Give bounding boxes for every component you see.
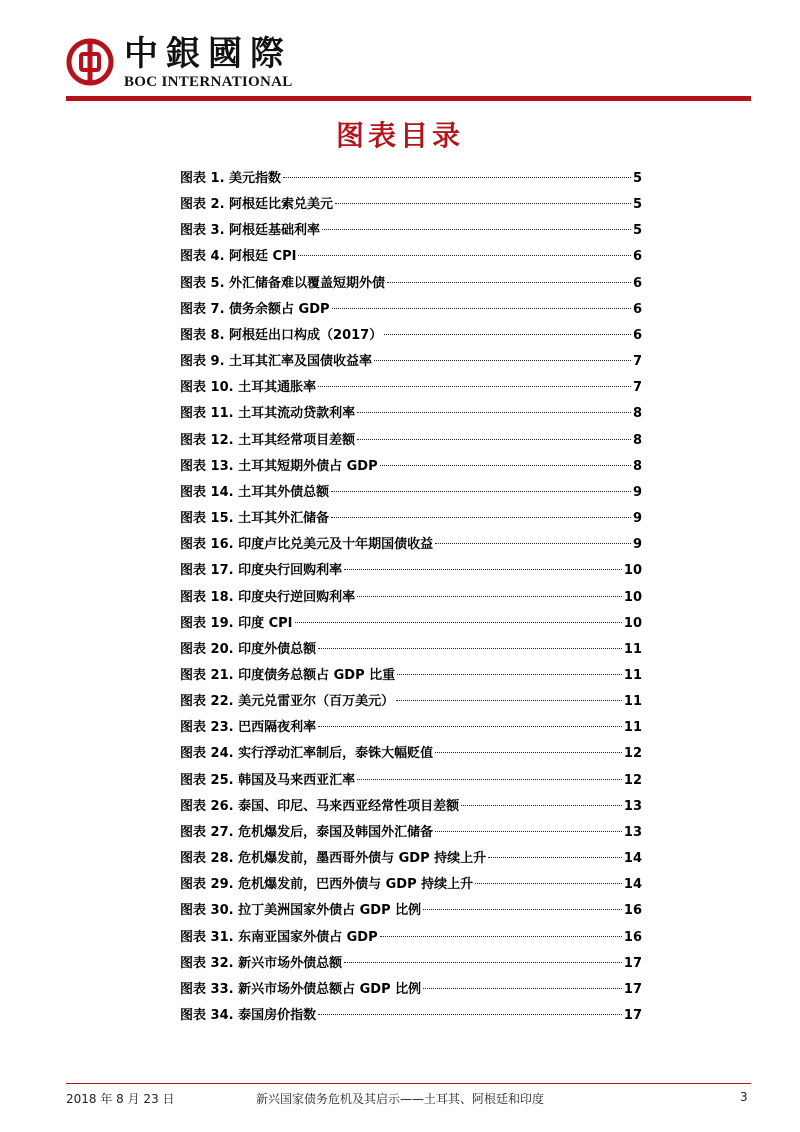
toc-entry-page: 6 bbox=[632, 249, 642, 265]
toc-entry[interactable] bbox=[180, 664, 642, 690]
dot-leader bbox=[357, 439, 631, 440]
toc-entry-label: 图表 19. 印度 CPI bbox=[180, 615, 293, 631]
toc-entry-page: 9 bbox=[632, 537, 642, 553]
toc-entry-label: 图表 2. 阿根廷比索兑美元 bbox=[180, 197, 334, 213]
toc-entry[interactable] bbox=[180, 690, 642, 716]
toc-entry[interactable] bbox=[180, 429, 642, 455]
toc-entry-page: 11 bbox=[623, 641, 642, 657]
toc-entry-page: 7 bbox=[632, 380, 642, 396]
toc-entry-page: 17 bbox=[623, 1008, 642, 1023]
dot-leader bbox=[380, 465, 631, 466]
toc-entry-label: 图表 7. 债务余额占 GDP bbox=[180, 301, 330, 317]
dot-leader bbox=[318, 726, 622, 727]
toc-entry[interactable] bbox=[180, 795, 642, 821]
footer-date: 2018 年 8 月 23 日 bbox=[66, 1092, 175, 1106]
toc-entry-page: 14 bbox=[623, 877, 642, 893]
toc-entry-label: 图表 4. 阿根廷 CPI bbox=[180, 249, 297, 265]
toc-entry-label: 图表 20. 印度外债总额 bbox=[180, 641, 317, 657]
dot-leader bbox=[357, 412, 631, 413]
toc-entry[interactable] bbox=[180, 559, 642, 585]
toc-entry-page: 9 bbox=[632, 511, 642, 527]
toc-entry-label: 图表 26. 泰国、印尼、马来西亚经常性项目差额 bbox=[180, 798, 460, 814]
dot-leader bbox=[435, 831, 622, 832]
dot-leader bbox=[318, 648, 622, 649]
toc-entry[interactable] bbox=[180, 978, 642, 1004]
toc-entry[interactable] bbox=[180, 873, 642, 899]
toc-entry-page: 10 bbox=[623, 615, 642, 631]
toc-entry-page: 11 bbox=[623, 720, 642, 736]
toc-entry-page: 7 bbox=[632, 354, 642, 370]
toc-entry-page: 10 bbox=[623, 589, 642, 605]
footer-report-title: 新兴国家债务危机及其启示——土耳其、阿根廷和印度 bbox=[255, 1092, 544, 1106]
toc-entry-page: 16 bbox=[623, 929, 642, 945]
toc-entry[interactable] bbox=[180, 298, 642, 324]
toc-entry-label: 图表 9. 土耳其汇率及国债收益率 bbox=[180, 354, 373, 370]
dot-leader bbox=[384, 334, 631, 335]
toc-entry-label: 图表 33. 新兴市场外债总额占 GDP 比例 bbox=[180, 981, 422, 997]
toc-entry-label: 图表 27. 危机爆发后，泰国及韩国外汇储备 bbox=[180, 824, 434, 840]
dot-leader bbox=[318, 386, 631, 387]
toc-entry-page: 8 bbox=[632, 432, 642, 448]
toc-entry-page: 11 bbox=[623, 694, 642, 710]
toc-entry[interactable] bbox=[180, 507, 642, 533]
toc-entry-label: 图表 16. 印度卢比兑美元及十年期国债收益 bbox=[180, 537, 434, 553]
toc-entry[interactable] bbox=[180, 402, 642, 428]
brand-name-en: BOC INTERNATIONAL bbox=[124, 74, 293, 90]
dot-leader bbox=[475, 883, 622, 884]
boc-logo-icon bbox=[66, 38, 114, 86]
toc-entry[interactable] bbox=[180, 167, 642, 193]
dot-leader bbox=[397, 674, 622, 675]
toc-entry[interactable] bbox=[180, 952, 642, 978]
toc-entry-page: 12 bbox=[623, 772, 642, 788]
dot-leader bbox=[357, 779, 622, 780]
toc-entry-label: 图表 11. 土耳其流动贷款利率 bbox=[180, 406, 356, 422]
toc-entry-label: 图表 28. 危机爆发前，墨西哥外债与 GDP 持续上升 bbox=[180, 851, 487, 867]
dot-leader bbox=[374, 360, 631, 361]
dot-leader bbox=[380, 936, 622, 937]
dot-leader bbox=[396, 700, 622, 701]
dot-leader bbox=[461, 805, 622, 806]
dot-leader bbox=[357, 596, 622, 597]
toc-entry-label: 图表 21. 印度债务总额占 GDP 比重 bbox=[180, 667, 396, 683]
dot-leader bbox=[387, 282, 631, 283]
footer-divider bbox=[66, 1083, 751, 1084]
toc-entry[interactable] bbox=[180, 324, 642, 350]
toc-entry-label: 图表 23. 巴西隔夜利率 bbox=[180, 720, 317, 736]
toc-entry-page: 11 bbox=[623, 667, 642, 683]
toc-entry-page: 6 bbox=[632, 301, 642, 317]
toc-entry-label: 图表 1. 美元指数 bbox=[180, 171, 282, 186]
toc-entry-label: 图表 3. 阿根廷基础利率 bbox=[180, 223, 321, 239]
dot-leader bbox=[332, 308, 631, 309]
toc-entry-page: 8 bbox=[632, 406, 642, 422]
toc-entry[interactable] bbox=[180, 193, 642, 219]
dot-leader bbox=[423, 988, 622, 989]
toc-entry-label: 图表 24. 实行浮动汇率制后，泰铢大幅贬值 bbox=[180, 746, 434, 762]
footer-page-number: 3 bbox=[740, 1090, 748, 1104]
brand-name-cn: 中銀國際 bbox=[124, 34, 292, 74]
toc-entry-page: 8 bbox=[632, 458, 642, 474]
dot-leader bbox=[331, 517, 631, 518]
toc-entry-label: 图表 18. 印度央行逆回购利率 bbox=[180, 589, 356, 605]
toc-entry-page: 12 bbox=[623, 746, 642, 762]
toc-entry-label: 图表 5. 外汇储备难以覆盖短期外债 bbox=[180, 275, 386, 291]
page-title: 图表目录 bbox=[335, 119, 464, 152]
dot-leader bbox=[435, 752, 622, 753]
toc-entry[interactable] bbox=[180, 455, 642, 481]
toc-entry[interactable] bbox=[180, 219, 642, 245]
toc-entry[interactable] bbox=[180, 638, 642, 664]
toc-entry[interactable] bbox=[180, 376, 642, 402]
toc-entry[interactable] bbox=[180, 899, 642, 925]
toc-entry-label: 图表 15. 土耳其外汇储备 bbox=[180, 511, 330, 527]
dot-leader bbox=[344, 569, 622, 570]
toc-entry-page: 6 bbox=[632, 275, 642, 291]
dot-leader bbox=[335, 203, 631, 204]
toc-entry[interactable] bbox=[180, 586, 642, 612]
toc-entry-page: 13 bbox=[623, 824, 642, 840]
toc-entry-label: 图表 14. 土耳其外债总额 bbox=[180, 484, 330, 500]
dot-leader bbox=[488, 857, 622, 858]
toc-entry-label: 图表 8. 阿根廷出口构成（2017） bbox=[180, 327, 383, 343]
toc-entry-label: 图表 17. 印度央行回购利率 bbox=[180, 563, 343, 579]
toc-entry-page: 14 bbox=[623, 851, 642, 867]
toc-entry[interactable] bbox=[180, 245, 642, 271]
toc-entry-label: 图表 29. 危机爆发前，巴西外债与 GDP 持续上升 bbox=[180, 877, 474, 893]
toc-entry[interactable] bbox=[180, 350, 642, 376]
toc-entry[interactable] bbox=[180, 1004, 642, 1030]
toc-entry-page: 10 bbox=[623, 563, 642, 579]
toc-entry[interactable] bbox=[180, 847, 642, 873]
toc-entry-label: 图表 12. 土耳其经常项目差额 bbox=[180, 432, 356, 448]
toc-entry-label: 图表 34. 泰国房价指数 bbox=[180, 1008, 317, 1023]
header-divider bbox=[66, 96, 751, 101]
toc-entry-label: 图表 13. 土耳其短期外债占 GDP bbox=[180, 458, 378, 474]
toc-entry-page: 9 bbox=[632, 484, 642, 500]
dot-leader bbox=[331, 491, 631, 492]
dot-leader bbox=[344, 962, 622, 963]
toc-entry-page: 16 bbox=[623, 903, 642, 919]
dot-leader bbox=[298, 255, 630, 256]
toc-entry[interactable] bbox=[180, 716, 642, 742]
table-of-figures bbox=[180, 167, 642, 1030]
toc-entry-page: 17 bbox=[623, 955, 642, 971]
toc-entry[interactable] bbox=[180, 769, 642, 795]
toc-entry-label: 图表 30. 拉丁美洲国家外债占 GDP 比例 bbox=[180, 903, 422, 919]
toc-entry-page: 5 bbox=[632, 223, 642, 239]
toc-entry-label: 图表 32. 新兴市场外债总额 bbox=[180, 955, 343, 971]
dot-leader bbox=[423, 909, 622, 910]
toc-entry-page: 6 bbox=[632, 327, 642, 343]
toc-entry[interactable] bbox=[180, 612, 642, 638]
toc-entry-page: 5 bbox=[632, 197, 642, 213]
toc-entry-page: 13 bbox=[623, 798, 642, 814]
dot-leader bbox=[322, 229, 631, 230]
dot-leader bbox=[295, 622, 622, 623]
toc-entry-label: 图表 10. 土耳其通胀率 bbox=[180, 380, 317, 396]
toc-entry-page: 17 bbox=[623, 981, 642, 997]
toc-entry[interactable] bbox=[180, 272, 642, 298]
toc-entry[interactable] bbox=[180, 481, 642, 507]
toc-entry-page: 5 bbox=[632, 171, 642, 186]
dot-leader bbox=[283, 177, 631, 178]
dot-leader bbox=[318, 1014, 622, 1015]
toc-entry[interactable] bbox=[180, 742, 642, 768]
dot-leader bbox=[435, 543, 631, 544]
toc-entry[interactable] bbox=[180, 821, 642, 847]
toc-entry-label: 图表 31. 东南亚国家外债占 GDP bbox=[180, 929, 378, 945]
toc-entry[interactable] bbox=[180, 926, 642, 952]
toc-entry-label: 图表 25. 韩国及马来西亚汇率 bbox=[180, 772, 356, 788]
toc-entry[interactable] bbox=[180, 533, 642, 559]
toc-entry-label: 图表 22. 美元兑雷亚尔（百万美元） bbox=[180, 694, 395, 710]
